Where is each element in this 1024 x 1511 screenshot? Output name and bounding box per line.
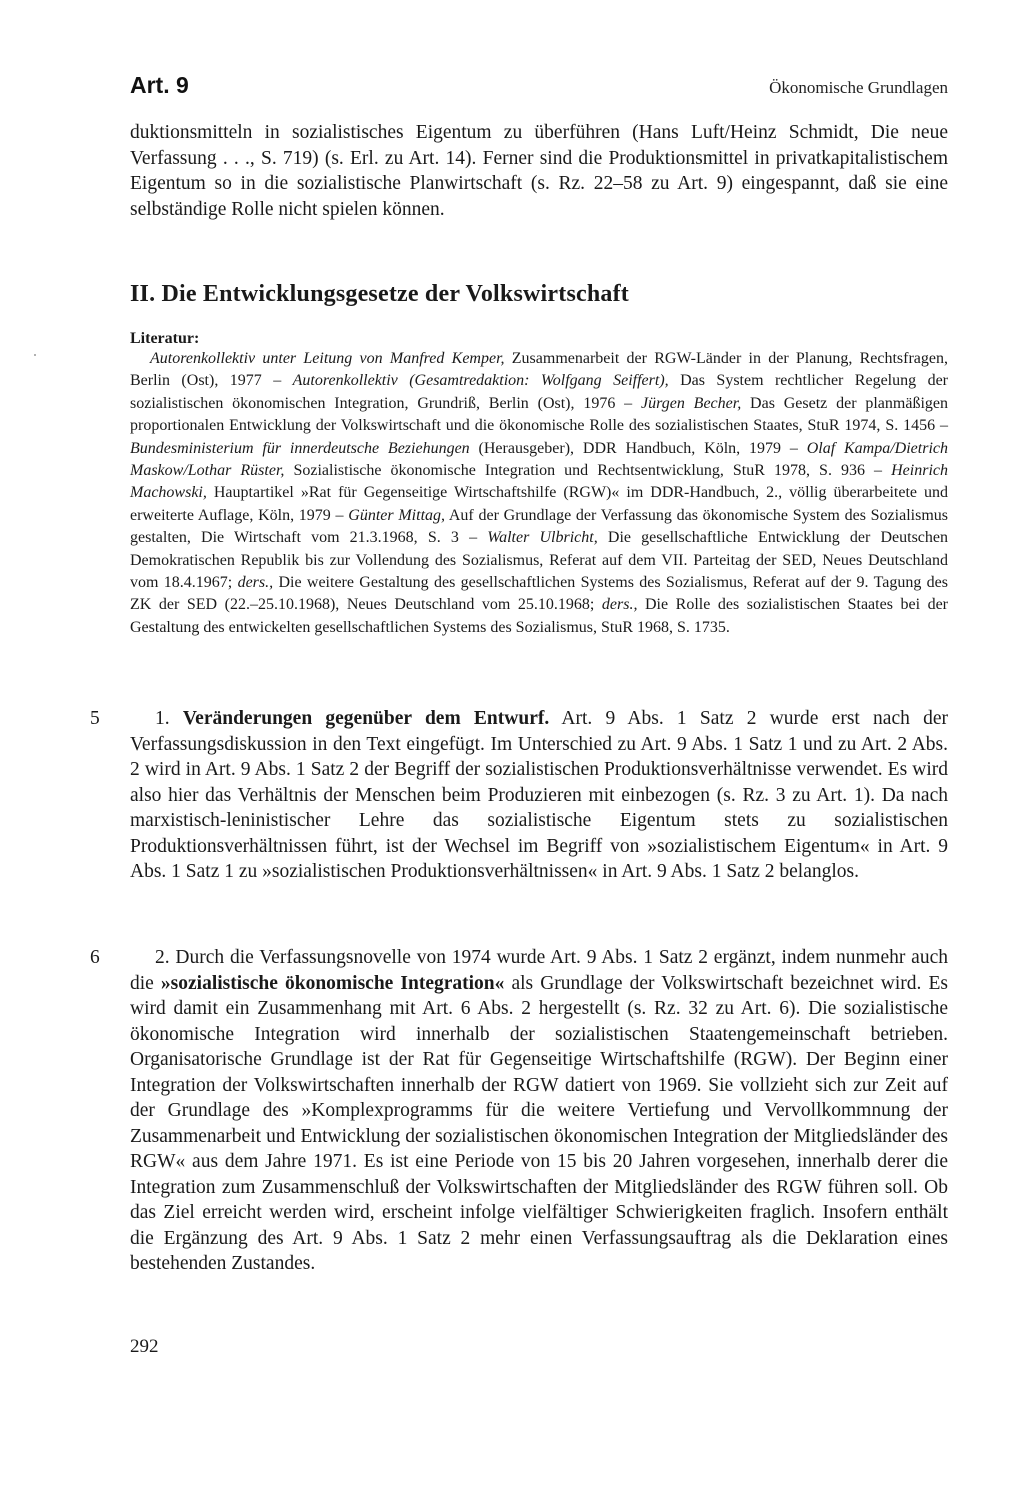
section-heading: II. Die Entwicklungsgesetze der Volkswirtschaft bbox=[130, 281, 629, 307]
lit-entry: Heinrich Machowski, Hauptartikel »Rat für Gegenseitige Wirtschaftshilfe (RGW)« im DDR-Handbuch, 2., völlig überarbeitete und erweiterte Auflage, Köln, 1979 – bbox=[130, 462, 948, 524]
intro-paragraph: duktionsmitteln in sozialistisches Eigentum zu überführen (Hans Luft/Heinz Schmidt, Die neue Verfassung . . ., S. 719) (s. Erl. zu Art. 14). Ferner sind die Produktionsmittel in privatkapitalistischem Eigentum so in die sozialistische Planwirtschaft (s. Rz. 22–58 zu Art. 9) eingespannt, daß sie eine selbständige Rolle nicht spielen können. bbox=[130, 122, 948, 220]
lit-entry: Autorenkollektiv unter Leitung von Manfred Kemper, Zusammenarbeit der RGW-Länder in der Planung, Rechtsfragen, Berlin (Ost), 1977 – bbox=[130, 350, 949, 390]
lit-author: Olaf Kampa/Dietrich Maskow/Lothar Rüster, bbox=[130, 439, 948, 480]
paragraph-6-emphasis: »sozialistische ökonomische Integration« bbox=[160, 972, 505, 994]
lit-entry: ders., Die weitere Gestaltung des gesellschaftlichen Systems des Sozialismus, Referat auf der 9. Tagung des ZK der SED (22.–25.10.1968), Neues Deutschland vom 25.10.1968; bbox=[130, 574, 949, 614]
lit-entry: Autorenkollektiv (Gesamtredaktion: Wolfgang Seiffert), Das System rechtlicher Regelung der sozialistischen ökonomischen Integration, Grundriß, Berlin (Ost), 1976 – bbox=[130, 372, 948, 412]
running-title: Ökonomische Grundlagen bbox=[769, 78, 948, 97]
lit-author: Bundesministerium für innerdeutsche Beziehungen bbox=[130, 439, 470, 457]
lit-author: Autorenkollektiv unter Leitung von Manfred Kemper, bbox=[150, 350, 505, 367]
paragraph-5-heading: Veränderungen gegenüber dem Entwurf. bbox=[182, 708, 550, 729]
article-header: Art. 9 bbox=[130, 72, 189, 98]
lit-author: Walter Ulbricht, bbox=[487, 529, 598, 547]
lit-entry: Olaf Kampa/Dietrich Maskow/Lothar Rüster, Sozialistische ökonomische Integration und Rechtsentwicklung, StuR 1978, S. 936 – bbox=[130, 439, 948, 480]
lit-entry: Jürgen Becher, Das Gesetz der planmäßigen proportionalen Entwicklung der Volkswirtschaft und die ökonomische Rolle des sozialistischen Staates, StuR 1974, S. 1456 – bbox=[130, 394, 949, 435]
lit-author: Autorenkollektiv (Gesamtredaktion: Wolfgang Seiffert), bbox=[292, 372, 669, 390]
lit-author: Heinrich Machowski, bbox=[130, 462, 948, 502]
scan-speck bbox=[34, 354, 36, 356]
margin-number-5: 5 bbox=[90, 708, 100, 729]
lit-entry: Bundesministerium für innerdeutsche Beziehungen (Herausgeber), DDR Handbuch, Köln, 1979 – bbox=[130, 439, 807, 457]
lit-entry: Günter Mittag, Auf der Grundlage der Verfassung das ökonomische System des Sozialismus gestalten, Die Wirtschaft vom 21.3.1968, S. 3 – bbox=[130, 506, 948, 547]
paragraph-6: 2. Durch die Verfassungsnovelle von 1974 wurde Art. 9 Abs. 1 Satz 2 ergänzt, indem nunmehr auch die »sozialistische ökonomische Integration« als Grundlage der Volkswirtschaft bezeichnet wird. Es wird damit ein Zusammenhang mit Art. 6 Abs. 2 hergestellt (s. Rz. 32 zu Art. 6). Die sozialistische ökonomische Integration wird innerhalb der sozialistischen Staatengemeinschaft betrieben. Organisatorische Grundlage ist der Rat für Gegenseitige Wirtschaftshilfe (RGW). Der Beginn einer Integration der Volkswirtschaften innerhalb der RGW datiert von 1969. Sie vollzieht sich zur Zeit auf der Grundlage des »Komplexprogramms für die weitere Vertiefung und Vervollkommnung der Zusammenarbeit und Entwicklung der sozialistischen ökonomischen Integration der Mitgliedsländer des RGW« aus dem Jahre 1971. Es ist eine Periode von 15 bis 20 Jahren vorgesehen, innerhalb derer die Integration zum Zusammenschluß der Volkswirtschaften der Mitgliedsländer des RGW führen soll. Ob das Ziel erreicht werden wird, erscheint infolge vielfältiger Schwierigkeiten fraglich. Insofern enthält die Ergänzung des Art. 9 Abs. 1 Satz 2 mehr einen Verfassungsauftrag als die Deklaration eines bestehenden Zustandes. bbox=[130, 947, 948, 1274]
page-number: 292 bbox=[130, 1336, 159, 1357]
margin-number-6: 6 bbox=[90, 947, 100, 968]
lit-author: ders., bbox=[601, 596, 638, 614]
lit-entry: Walter Ulbricht, Die gesellschaftliche Entwicklung der Deutschen Demokratischen Republik bis zur Vollendung des Sozialismus, Referat auf dem VII. Parteitag der SED, Neues Deutschland vom 18.4.1967; bbox=[130, 529, 949, 592]
literature-list bbox=[130, 348, 948, 639]
lit-author: Jürgen Becher, bbox=[641, 394, 742, 412]
lit-entry: ders., Die Rolle des sozialistischen Staates bei der Gestaltung des entwickelten gesellschaftlichen Systems des Sozialismus, StuR 1968, S. 1735. bbox=[130, 596, 948, 636]
literature-label: Literatur: bbox=[130, 330, 200, 347]
lit-author: ders., bbox=[237, 574, 274, 592]
lit-author: Günter Mittag, bbox=[348, 506, 446, 524]
paragraph-5: 1. Veränderungen gegenüber dem Entwurf. Art. 9 Abs. 1 Satz 2 wurde erst nach der Verfassungsdiskussion in den Text eingefügt. Im Unterschied zu Art. 9 Abs. 1 Satz 1 und zu Art. 2 Abs. 2 wird in Art. 9 Abs. 1 Satz 2 der Begriff der sozialistischen Produktionsverhältnisse verwendet. Es wird also hier das Verhältnis der Menschen beim Produzieren mit einbezogen (s. Rz. 3 zu Art. 1). Da nach marxistisch-leninistischer Lehre das sozialistische Eigentum stets zu sozialistischen Produktionsverhältnissen führt, ist der Wechsel im Begriff von »sozialistischem Eigentum« in Art. 9 Abs. 1 Satz 1 zu »sozialistischen Produktionsverhältnissen« in Art. 9 Abs. 1 Satz 2 belanglos. bbox=[130, 708, 949, 882]
